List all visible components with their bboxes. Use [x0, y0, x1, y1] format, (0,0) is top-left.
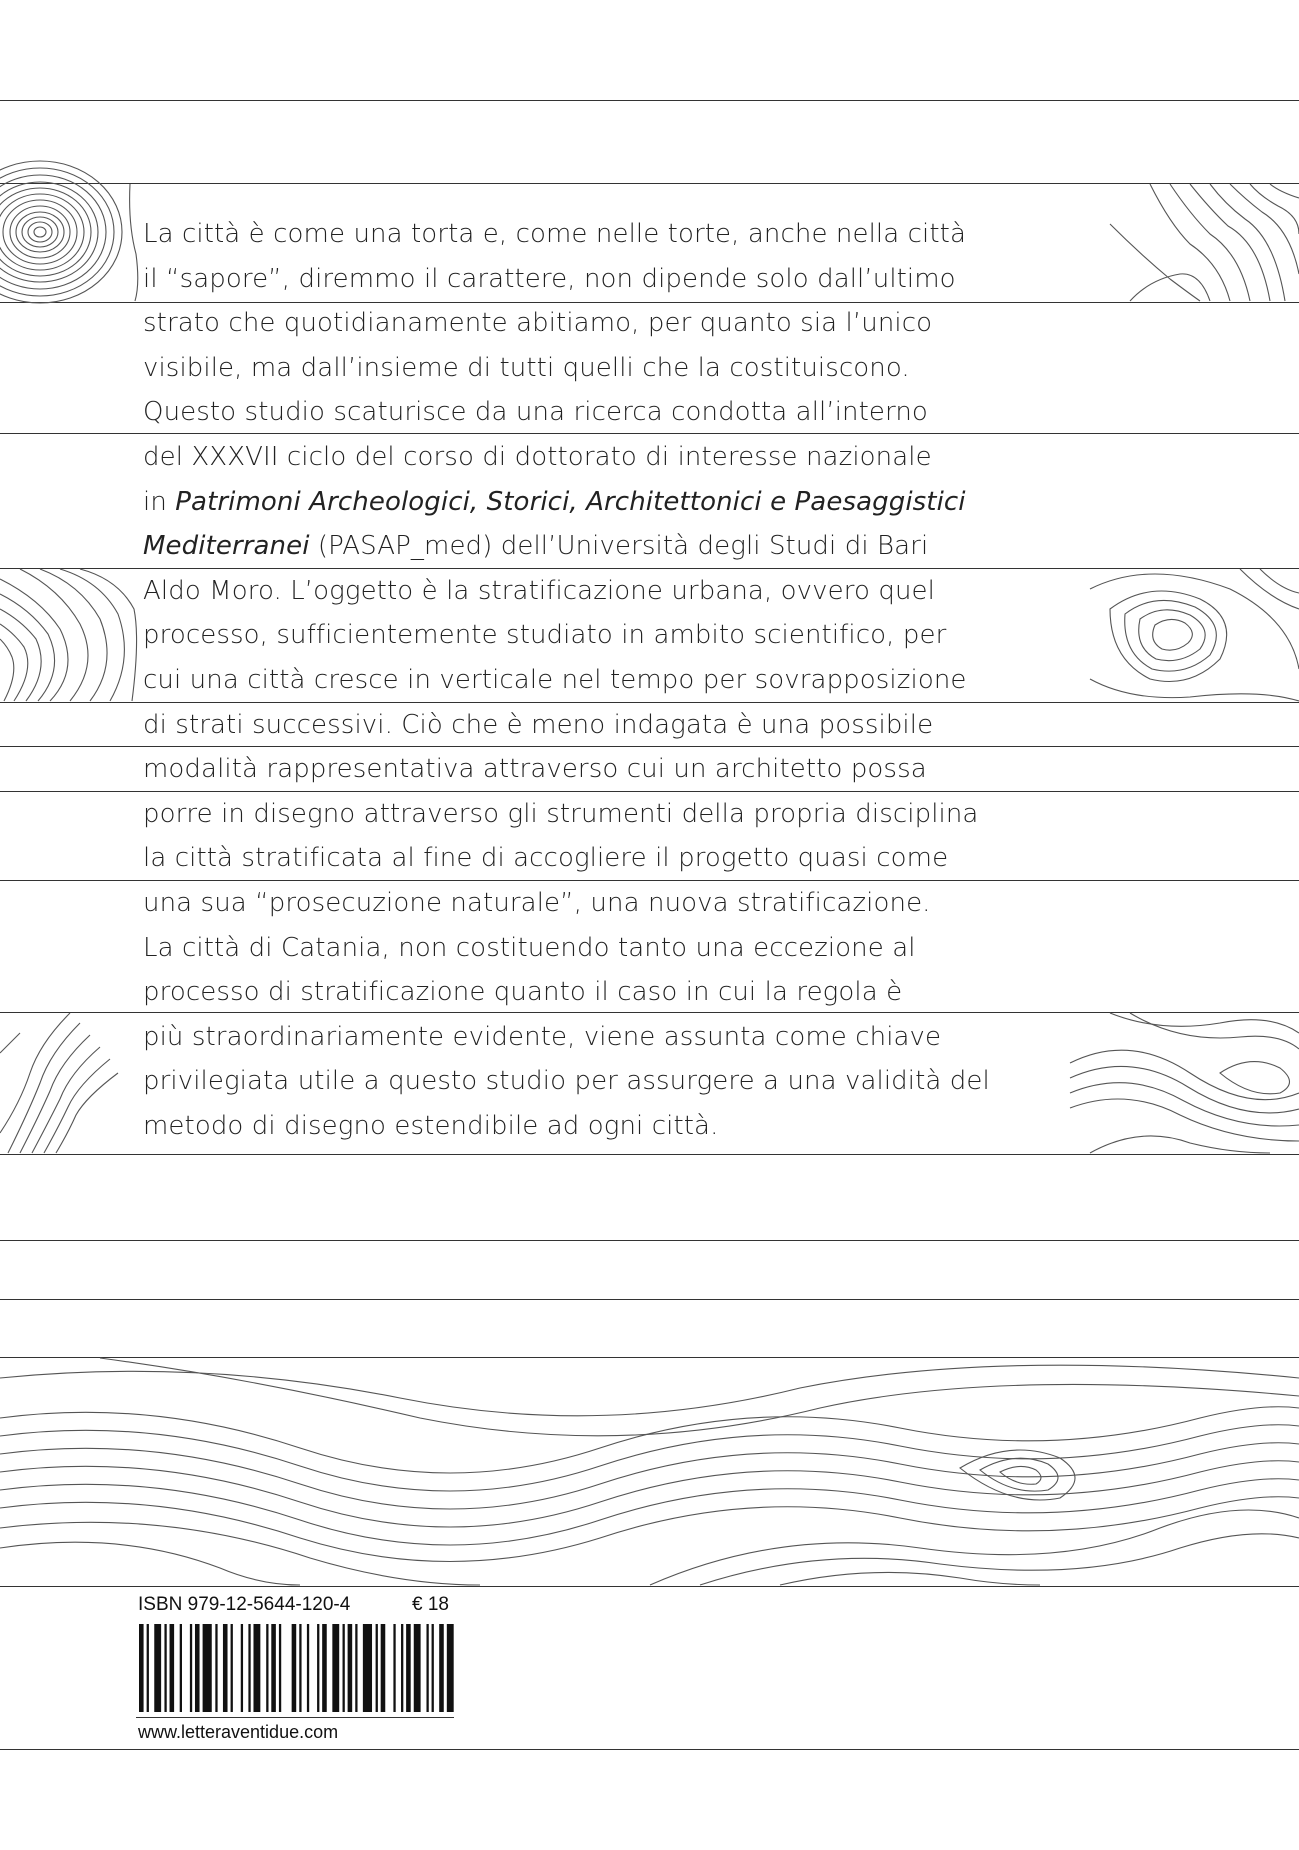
blurb-line: La città di Catania, non costituendo tanto una eccezione al	[143, 932, 916, 963]
contour-lower-left-icon	[0, 1013, 140, 1153]
price-label: € 18	[412, 1594, 449, 1615]
blurb-italic-title: Mediterranei	[143, 531, 310, 562]
publisher-website: www.letteraventidue.com	[138, 1722, 339, 1742]
contour-top-left-icon	[0, 184, 140, 301]
rule-16	[0, 1749, 1299, 1750]
back-cover-blurb	[143, 212, 1103, 1148]
blurb-line: di strati successivi. Ciò che è meno indagata è una possibile	[143, 709, 934, 740]
rule-2	[0, 183, 1299, 184]
barcode-icon	[139, 1624, 457, 1712]
rule-11	[0, 1154, 1299, 1155]
blurb-italic-title: Patrimoni Archeologici, Storici, Architettonici e Paesaggistici	[175, 486, 966, 517]
contour-band-icon	[0, 1358, 1299, 1585]
rule-15	[0, 1586, 1299, 1587]
blurb-line	[143, 480, 1103, 525]
rule-13	[0, 1299, 1299, 1300]
blurb-line: il “sapore”, diremmo il carattere, non dipende solo dall’ultimo	[143, 263, 956, 294]
blurb-line: Aldo Moro. L’oggetto è la stratificazione urbana, ovvero quel	[143, 575, 935, 606]
blurb-line: modalità rappresentativa attraverso cui un architetto possa	[143, 754, 927, 785]
blurb-line: visibile, ma dall’insieme di tutti quelli che la costituiscono.	[143, 352, 910, 383]
barcode-underline	[136, 1717, 454, 1718]
blurb-line: porre in disegno attraverso gli strumenti della propria disciplina	[143, 798, 979, 829]
blurb-line: del XXXVII ciclo del corso di dottorato di interesse nazionale	[143, 441, 932, 472]
blurb-line: La città è come una torta e, come nelle torte, anche nella città	[143, 219, 966, 249]
isbn-label: ISBN 979-12-5644-120-4	[138, 1594, 351, 1615]
blurb-line: più straordinariamente evidente, viene assunta come chiave	[143, 1021, 942, 1052]
blurb-line: processo di stratificazione quanto il caso in cui la regola è	[143, 977, 903, 1008]
blurb-line: una sua “prosecuzione naturale”, una nuova stratificazione.	[143, 887, 931, 918]
blurb-line: Questo studio scaturisce da una ricerca condotta all’interno	[143, 397, 928, 428]
rule-12	[0, 1240, 1299, 1241]
contour-lower-right-icon	[1070, 1013, 1299, 1153]
blurb-text: in	[143, 486, 176, 517]
contour-mid-right-icon	[1090, 569, 1299, 701]
blurb-line: strato che quotidianamente abitiamo, per quanto sia l’unico	[143, 308, 933, 339]
blurb-line: privilegiata utile a questo studio per assurgere a una validità del	[143, 1066, 990, 1097]
blurb-line: cui una città cresce in verticale nel tempo per sovrapposizione	[143, 664, 967, 695]
blurb-line: la città stratificata al fine di accogliere il progetto quasi come	[143, 843, 949, 874]
blurb-line	[143, 524, 1103, 569]
blurb-line: metodo di disegno estendibile ad ogni città.	[143, 1110, 719, 1141]
contour-mid-left-icon	[0, 569, 140, 701]
contour-top-right-icon	[1110, 184, 1299, 301]
blurb-line: processo, sufficientemente studiato in ambito scientifico, per	[143, 620, 947, 651]
blurb-text: (PASAP_med) dell’Università degli Studi di Bari	[309, 531, 929, 562]
rule-1	[0, 100, 1299, 101]
